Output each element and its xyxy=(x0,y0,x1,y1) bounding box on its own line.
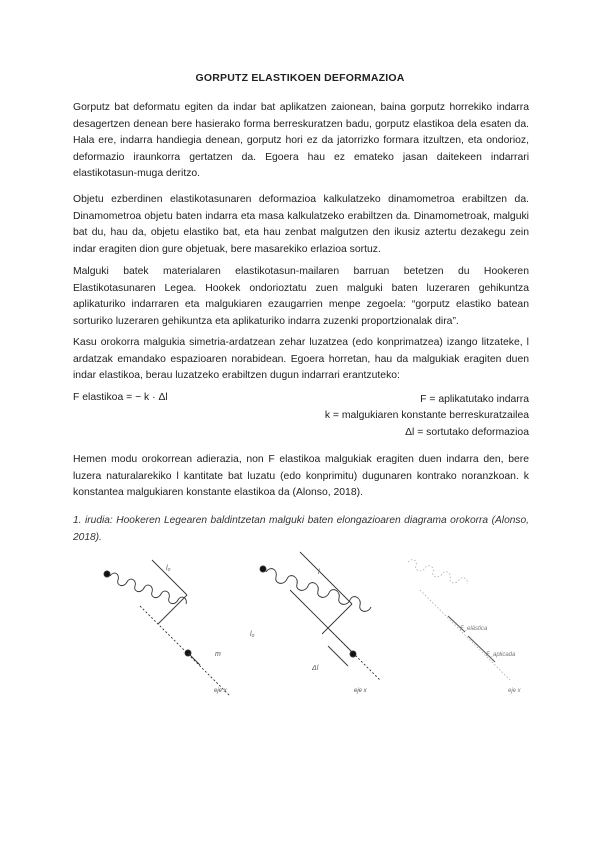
delta-l-bracket xyxy=(328,646,348,666)
panel-relaxed-spring xyxy=(104,560,230,696)
label-delta-l: Δl xyxy=(312,665,319,672)
paragraph-explanation: Hemen modu orokorrean adierazia, non F elastikoa malgukiak eragiten duen indarra den, bere luzera naturalarekiko l kantitate bat luzatu (edo konprimitu) dugunaren kontrako noranzkoan. k konstantea malgukiaren konstante elastikoa da (Alonso, 2018). xyxy=(73,454,529,499)
label-eje-x-1: eje x xyxy=(214,688,227,694)
dimension-tick xyxy=(322,604,352,634)
spring-anchor-dot xyxy=(260,566,266,572)
definition-deformation: Δl = sortutako deformazioa xyxy=(405,426,529,438)
applied-force-arrow xyxy=(468,636,495,662)
definition-constant: k = malgukiaren konstante berreskuratzailea xyxy=(324,410,529,422)
hooke-spring-diagram xyxy=(90,550,530,700)
paragraph-hooke-law: Malguki batek materialaren elastikotasun-mailaren barruan betetzen du Hookeren Elastikotasunaren Legea. Hookek ondorioztatu zuen malguki baten luzeraren gehikuntza aplikaturiko indarraren eta malgukiaren ezaugarrien menpe zegoela: “gorputz elastiko batean sorturiko luzeraren gehikuntza eta aplikaturiko indarra zuzenki proportzionalak dira”. xyxy=(73,266,529,327)
x-axis-line xyxy=(420,590,510,680)
spring-anchor-dot xyxy=(104,571,110,577)
formula-definitions xyxy=(229,392,529,441)
hooke-formula: F elastikoa = − k · Δl xyxy=(73,392,168,403)
label-l: l xyxy=(318,569,320,576)
spring-coil-faint xyxy=(408,560,467,584)
paragraph-dynamometer: Objetu ezberdinen elastikotasunaren deformazioa kalkulatzeko dinamometroa erabiltzen da. Dinamometroa objetu baten indarra eta masa kalkulatzeko erabiltzen da. Dinamometroak, malguki bat du, hau da, objetu elastiko bat, eta hau zenbat malgutzen den ikusiz aztertu dezakegu zein indar eragiten dion gure objetuak, bere masarekiko erlazioa sortuz. xyxy=(73,194,529,255)
label-f-aplicada: F_aplicada xyxy=(486,652,516,658)
definition-force: F = aplikatutako indarra xyxy=(420,394,529,405)
label-l0-stretched: l₀ xyxy=(250,631,255,638)
figure-caption: 1. irudia: Hookeren Legearen baldintzetan malguki baten elongazioaren diagrama orokorra (Alonso, 2018). xyxy=(73,515,529,543)
paragraph-intro: Gorputz bat deformatu egiten da indar bat aplikatzen zaionean, baina gorputz horrekiko indarra desagertzen denean bere hasierako forma berreskuratzen badu, gorputz elastikoa dela esaten da. Hala ere, indarra handiegia denean, gorputz hori ez da jatorrizko formara itzultzen, eta ondorioz, deformazio iraunkorra gertatzen da. Egoera hau ez emateko jasan daitekeen indarrari elastikotasun-muga deritzo. xyxy=(73,102,529,180)
label-eje-x-3: eje x xyxy=(508,688,521,694)
label-m: m xyxy=(215,651,221,658)
label-eje-x-2: eje x xyxy=(354,688,367,694)
spring-diagram-svg xyxy=(90,550,530,700)
page-title: GORPUTZ ELASTIKOEN DEFORMAZIOA xyxy=(195,72,405,84)
spring-coil xyxy=(110,573,186,604)
panel-stretched-spring xyxy=(260,552,380,680)
paragraph-general-case: Kasu orokorra malgukia simetria-ardatzean zehar luzatzea (edo konprimatzea) izango litzateke, l ardatzak emandako espazioaren norabidean. Egoera horretan, hau da malgukiak eragiten duen indar elastikoa, berau luzatzeko erabiltzen dugun indarrari erantzuteko: xyxy=(73,337,529,382)
label-l0: l₀ xyxy=(166,565,171,572)
mass-arrow xyxy=(188,653,200,665)
dimension-tick xyxy=(158,595,187,624)
label-f-elastica: F_elástica xyxy=(460,626,488,632)
mass-dot xyxy=(350,651,356,657)
